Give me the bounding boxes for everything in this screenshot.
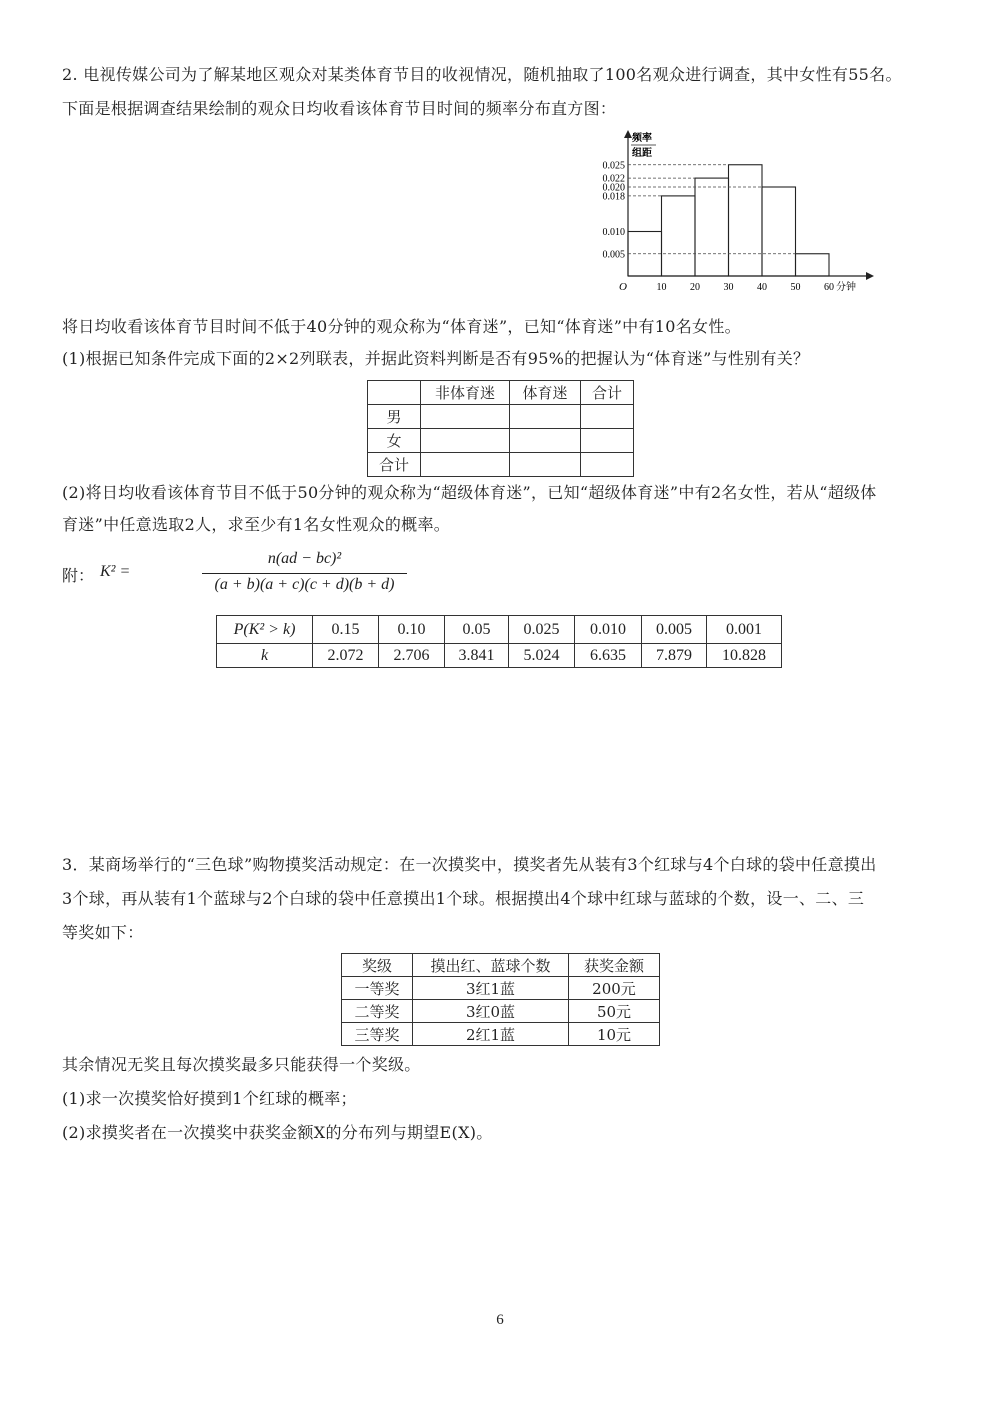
ktable-k-cell: 10.828 [707, 644, 782, 668]
ktable-p-cell: 0.025 [509, 616, 575, 644]
q2-line-3: 将日均收看该体育节目时间不低于40分钟的观众称为“体育迷”，已知“体育迷”中有10名女性。 [62, 317, 741, 336]
x-tick-label: 10 [656, 282, 667, 293]
contingency-row-female: 女 [368, 429, 421, 453]
contingency-cell [581, 429, 634, 453]
ktable-row1-label: P(K² > k) [217, 616, 313, 644]
prize-table [341, 953, 660, 1046]
histogram-bar [796, 254, 830, 276]
formula-prefix: 附： [62, 566, 95, 585]
contingency-cell [421, 405, 510, 429]
y-tick-label: 0.018 [602, 191, 625, 203]
y-axis-label-top: 频率 [632, 133, 652, 144]
contingency-cell [421, 453, 510, 477]
prize-cell: 50元 [569, 1000, 660, 1023]
contingency-row-male: 男 [368, 405, 421, 429]
formula-denominator: (a + b)(a + c)(c + d)(b + d) [214, 576, 395, 593]
formula-lhs: K² = [100, 563, 131, 580]
ktable-p-cell: 0.005 [642, 616, 707, 644]
contingency-header-total: 合计 [581, 381, 634, 405]
x-tick-label: 60 [824, 282, 834, 293]
contingency-row-total: 合计 [368, 453, 421, 477]
ktable-k-cell: 2.072 [313, 644, 379, 668]
q3-line-6: (2)求摸奖者在一次摸奖中获奖金额X的分布列与期望E(X)。 [62, 1123, 493, 1142]
prize-header: 摸出红、蓝球个数 [413, 954, 569, 977]
y-tick-label: 0.020 [602, 182, 625, 194]
q2-line-1: 2. 电视传媒公司为了解某地区观众对某类体育节目的收视情况，随机抽取了100名观众进行调查，其中女性有55名。 [62, 65, 902, 84]
contingency-cell [510, 429, 581, 453]
y-tick-label: 0.005 [602, 249, 625, 261]
prize-cell: 10元 [569, 1023, 660, 1046]
fraction-bar [202, 573, 407, 574]
x-tick-label: 20 [690, 282, 700, 293]
q2-line-5: (2)将日均收看该体育节目不低于50分钟的观众称为“超级体育迷”，已知“超级体育迷”中有2名女性，若从“超级体 [62, 483, 877, 502]
histogram-bar [662, 196, 696, 276]
prize-cell: 200元 [569, 977, 660, 1000]
prize-header: 获奖金额 [569, 954, 660, 977]
q2-line-6: 育迷”中任意选取2人，求至少有1名女性观众的概率。 [62, 515, 451, 534]
q3-line-1: 3．某商场举行的“三色球”购物摸奖活动规定：在一次摸奖中，摸奖者先从装有3个红球与4个白球的袋中任意摸出 [62, 855, 877, 874]
y-tick-label: 0.025 [602, 160, 625, 172]
q3-line-2: 3个球，再从装有1个蓝球与2个白球的袋中任意摸出1个球。根据摸出4个球中红球与蓝球的个数，设一、二、三 [62, 889, 865, 908]
k-squared-formula [62, 548, 395, 608]
ktable-k-cell: 7.879 [642, 644, 707, 668]
k-critical-table [216, 615, 782, 668]
formula-numerator: n(ad − bc)² [267, 550, 342, 567]
q3-line-4: 其余情况无奖且每次摸奖最多只能获得一个奖级。 [62, 1055, 421, 1074]
x-tick-label: 30 [723, 282, 734, 293]
histogram-bar [729, 165, 763, 276]
histogram-bar [762, 187, 796, 276]
x-axis-arrow [866, 272, 874, 280]
y-axis-label-bottom: 组距 [632, 148, 652, 159]
prize-cell: 二等奖 [342, 1000, 413, 1023]
ktable-k-cell: 6.635 [575, 644, 642, 668]
prize-cell: 2红1蓝 [413, 1023, 569, 1046]
ktable-k-cell: 3.841 [445, 644, 509, 668]
prize-cell: 一等奖 [342, 977, 413, 1000]
page-number: 6 [496, 1312, 504, 1328]
q2-line-4: (1)根据已知条件完成下面的2×2列联表，并据此资料判断是否有95%的把握认为“体育迷”与性别有关？ [62, 349, 810, 368]
ktable-k-cell: 5.024 [509, 644, 575, 668]
prize-cell: 3红1蓝 [413, 977, 569, 1000]
contingency-cell [581, 453, 634, 477]
prize-header: 奖级 [342, 954, 413, 977]
ktable-p-cell: 0.010 [575, 616, 642, 644]
q3-line-5: (1)求一次摸奖恰好摸到1个红球的概率； [62, 1089, 357, 1108]
contingency-header-fan: 体育迷 [510, 381, 581, 405]
contingency-header-blank [368, 381, 421, 405]
x-tick-label: 50 [790, 282, 801, 293]
histogram-bar [695, 178, 729, 276]
origin-label: O [619, 281, 627, 293]
ktable-p-cell: 0.10 [379, 616, 445, 644]
ktable-p-cell: 0.05 [445, 616, 509, 644]
y-axis-arrow [624, 130, 632, 138]
ktable-row2-label: k [217, 644, 313, 668]
x-tick-label: 40 [757, 282, 767, 293]
y-tick-label: 0.010 [602, 227, 625, 238]
q3-line-3: 等奖如下： [62, 923, 144, 942]
ktable-p-cell: 0.15 [313, 616, 379, 644]
contingency-cell [581, 405, 634, 429]
y-tick-label: 0.022 [602, 173, 625, 185]
q2-line-2: 下面是根据调查结果绘制的观众日均收看该体育节目时间的频率分布直方图： [62, 99, 617, 118]
frequency-histogram [590, 126, 880, 298]
contingency-cell [510, 453, 581, 477]
prize-cell: 3红0蓝 [413, 1000, 569, 1023]
contingency-table [367, 380, 634, 477]
x-axis-label: 分钟 [836, 282, 856, 293]
ktable-p-cell: 0.001 [707, 616, 782, 644]
prize-cell: 三等奖 [342, 1023, 413, 1046]
contingency-cell [421, 429, 510, 453]
contingency-cell [510, 405, 581, 429]
contingency-header-non-fan: 非体育迷 [421, 381, 510, 405]
ktable-k-cell: 2.706 [379, 644, 445, 668]
